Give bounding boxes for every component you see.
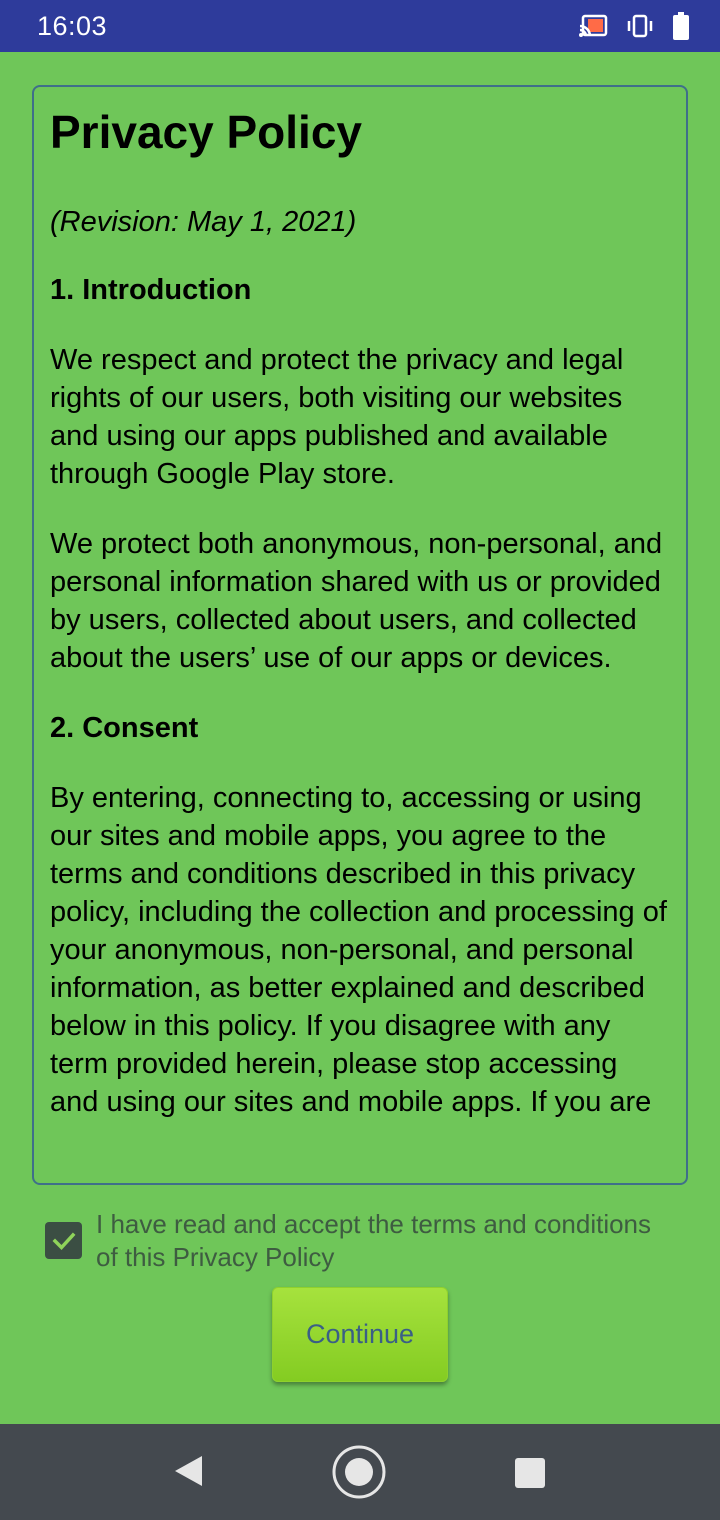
recents-icon[interactable] [514,1457,546,1494]
vibrate-icon [626,14,654,38]
cast-icon [578,14,608,38]
checkmark-icon [50,1227,78,1255]
home-icon[interactable] [331,1444,387,1505]
status-bar [0,0,720,52]
status-icons [578,12,690,40]
policy-revision: (Revision: May 1, 2021) [50,206,357,238]
policy-paragraph: We protect both anonymous, non-personal, and personal information shared with us or provided by users, collected about users, and collected about the users’ use of our apps or devices. [50,528,663,674]
continue-button[interactable]: Continue [272,1287,448,1382]
section-heading-introduction: 1. Introduction [50,274,252,306]
back-icon[interactable] [172,1454,206,1493]
policy-paragraph: By entering, connecting to, accessing or using our sites and mobile apps, you agree to the terms and conditions described in this privacy policy, including the collection and processing of your anonymous, non-personal, and personal information, as better explained and described below in this policy. If you disagree with any term provided herein, please stop accessing and using our sites and mobile apps. If you are [50,782,667,1118]
accept-checkbox[interactable] [45,1222,82,1259]
policy-paragraph: We respect and protect the privacy and legal rights of our users, both visiting our websites and using our apps published and available through Google Play store. [50,344,624,490]
consent-label[interactable]: I have read and accept the terms and conditions of this Privacy Policy [96,1209,652,1272]
section-heading-consent: 2. Consent [50,712,199,744]
status-time: 16:03 [37,10,108,41]
consent-row[interactable] [45,1208,665,1274]
policy-title: Privacy Policy [50,106,362,158]
privacy-policy-scroll-area[interactable] [32,85,688,1185]
battery-icon [672,12,690,40]
navigation-bar [0,1424,720,1520]
